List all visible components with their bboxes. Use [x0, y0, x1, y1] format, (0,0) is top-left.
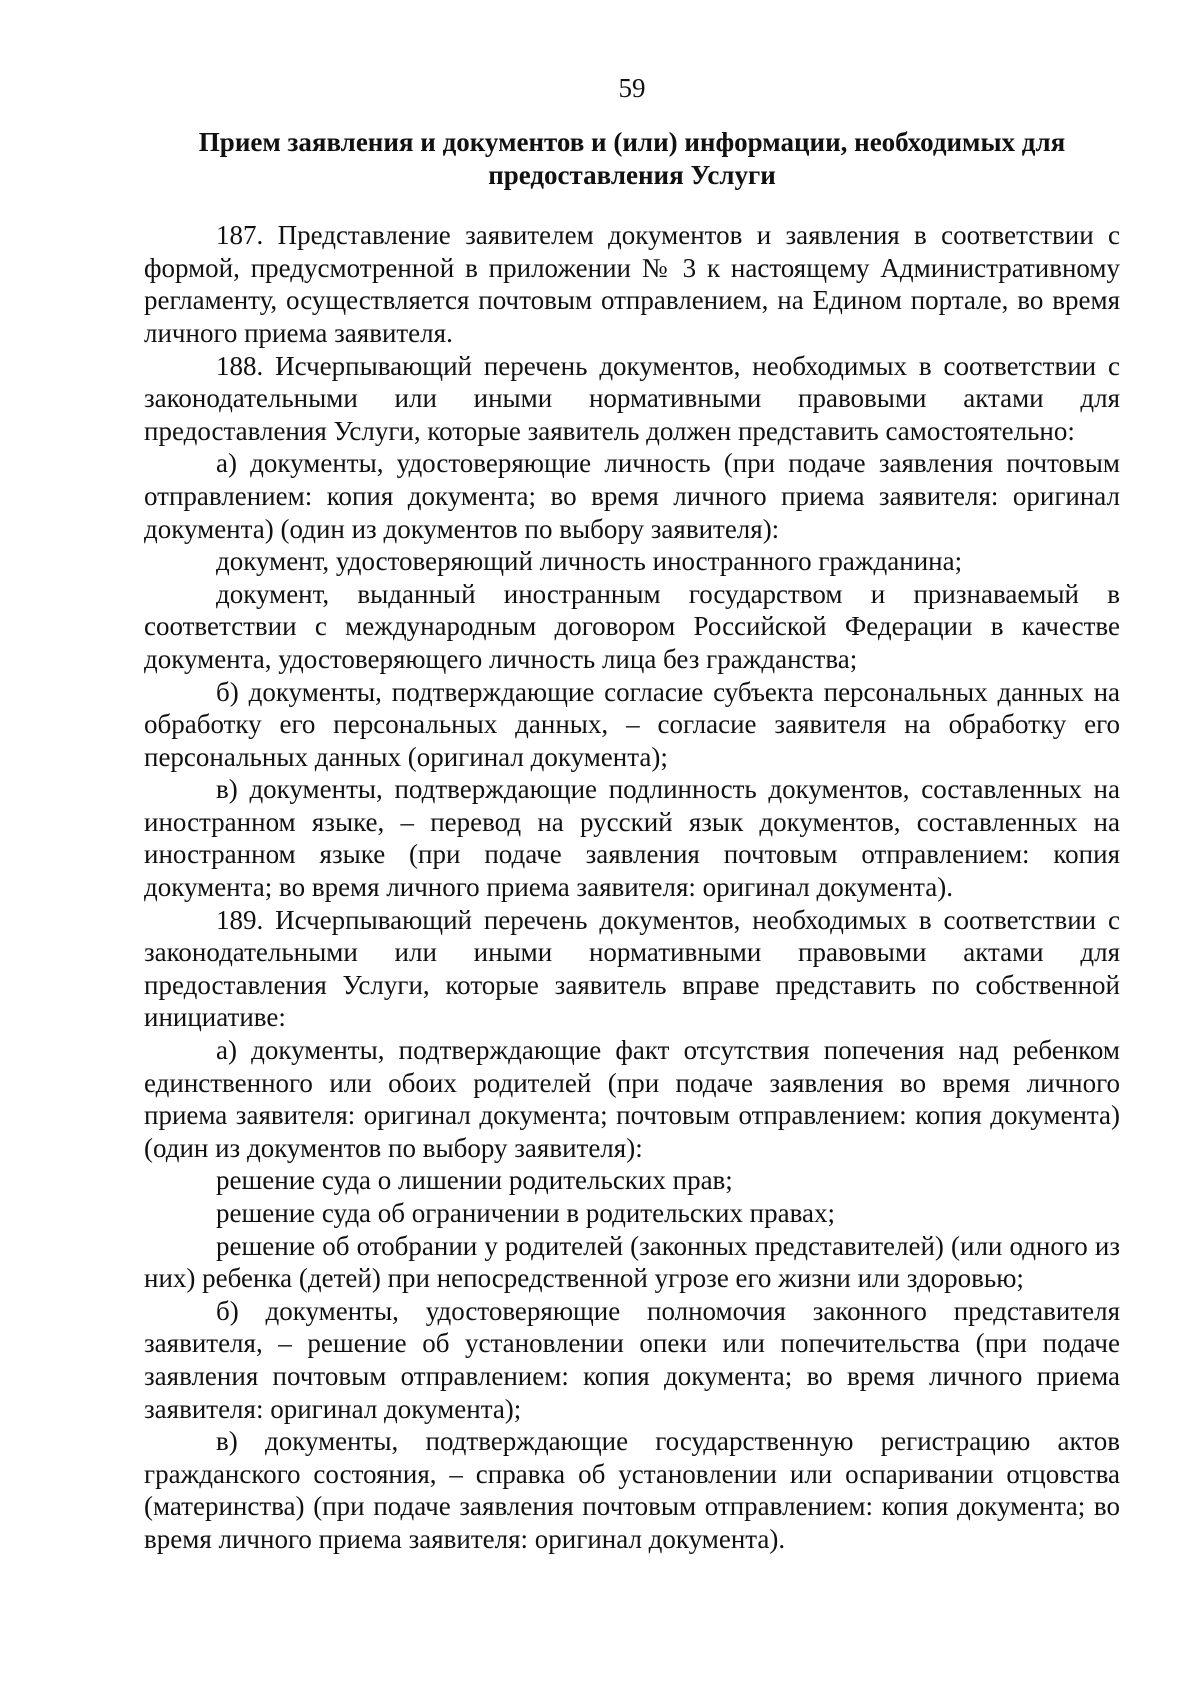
paragraph-189: 189. Исчерпывающий перечень документов, необходимых в соответствии с законодательными или иными нормативными правовыми актами для предоставления Услуги, которые заявитель вправе представить по собственной инициативе:: [144, 904, 1120, 1033]
list-item-foreign-id: документ, удостоверяющий личность иностранного гражданина;: [216, 546, 963, 577]
document-body: [144, 219, 1120, 1555]
list-item-deprivation: решение суда о лишении родительских прав;: [216, 1165, 733, 1196]
list-item-stateless-id: документ, выданный иностранным государством и признаваемый в соответствии с международным договором Российской Федерации в качестве документа, удостоверяющего личность лица без гражданства;: [144, 578, 1120, 674]
section-title: Прием заявления и документов и (или) информации, необходимых для предоставления Услуги: [198, 127, 1066, 190]
paragraph-187: 187. Представление заявителем документов и заявления в соответствии с формой, предусмотренной в приложении № 3 к настоящему Административному регламенту, осуществляется почтовым отправлением, на Едином портале, во время личного приема заявителя.: [144, 220, 1120, 348]
list-item-restriction: решение суда об ограничении в родительских правах;: [216, 1198, 835, 1228]
paragraph-189-v: в) документы, подтверждающие государственную регистрацию актов гражданского состояния, – справка об установлении или оспаривании отцовства (материнства) (при подаче заявления почтовым отправлением: копия документа; во время личного приема заявителя: оригинал документа).: [144, 1426, 1120, 1554]
paragraph-189-b: б) документы, удостоверяющие полномочия законного представителя заявителя, – решение об установлении опеки или попечительства (при подаче заявления почтовым отправлением: копия документа; во время личного приема заявителя: оригинал документа);: [144, 1295, 1120, 1424]
paragraph-189-a: а) документы, подтверждающие факт отсутствия попечения над ребенком единственного или обоих родителей (при подаче заявления во время личного приема заявителя: оригинал документа; почтовым отправлением: копия документа) (один из документов по выбору заявителя):: [144, 1035, 1120, 1163]
page-number: 59: [618, 73, 646, 103]
paragraph-188: 188. Исчерпывающий перечень документов, необходимых в соответствии с законодательными или иными нормативными правовыми актами для предоставления Услуги, которые заявитель должен представить самостоятельно:: [144, 350, 1120, 446]
list-item-removal: решение об отобрании у родителей (законных представителей) (или одного из них) ребенка (детей) при непосредственной угрозе его жизни или здоровью;: [144, 1230, 1120, 1294]
paragraph-188-v: в) документы, подтверждающие подлинность документов, составленных на иностранном языке, – перевод на русский язык документов, составленных на иностранном языке (при подаче заявления почтовым отправлением: копия документа; во время личного приема заявителя: оригинал документа).: [144, 774, 1120, 903]
paragraph-188-b: б) документы, подтверждающие согласие субъекта персональных данных на обработку его персональных данных, – согласие заявителя на обработку его персональных данных (оригинал документа);: [144, 676, 1120, 772]
paragraph-188-a: а) документы, удостоверяющие личность (при подаче заявления почтовым отправлением: копия документа; во время личного приема заявителя: оригинал документа) (один из документов по выбору заявителя):: [144, 448, 1120, 544]
